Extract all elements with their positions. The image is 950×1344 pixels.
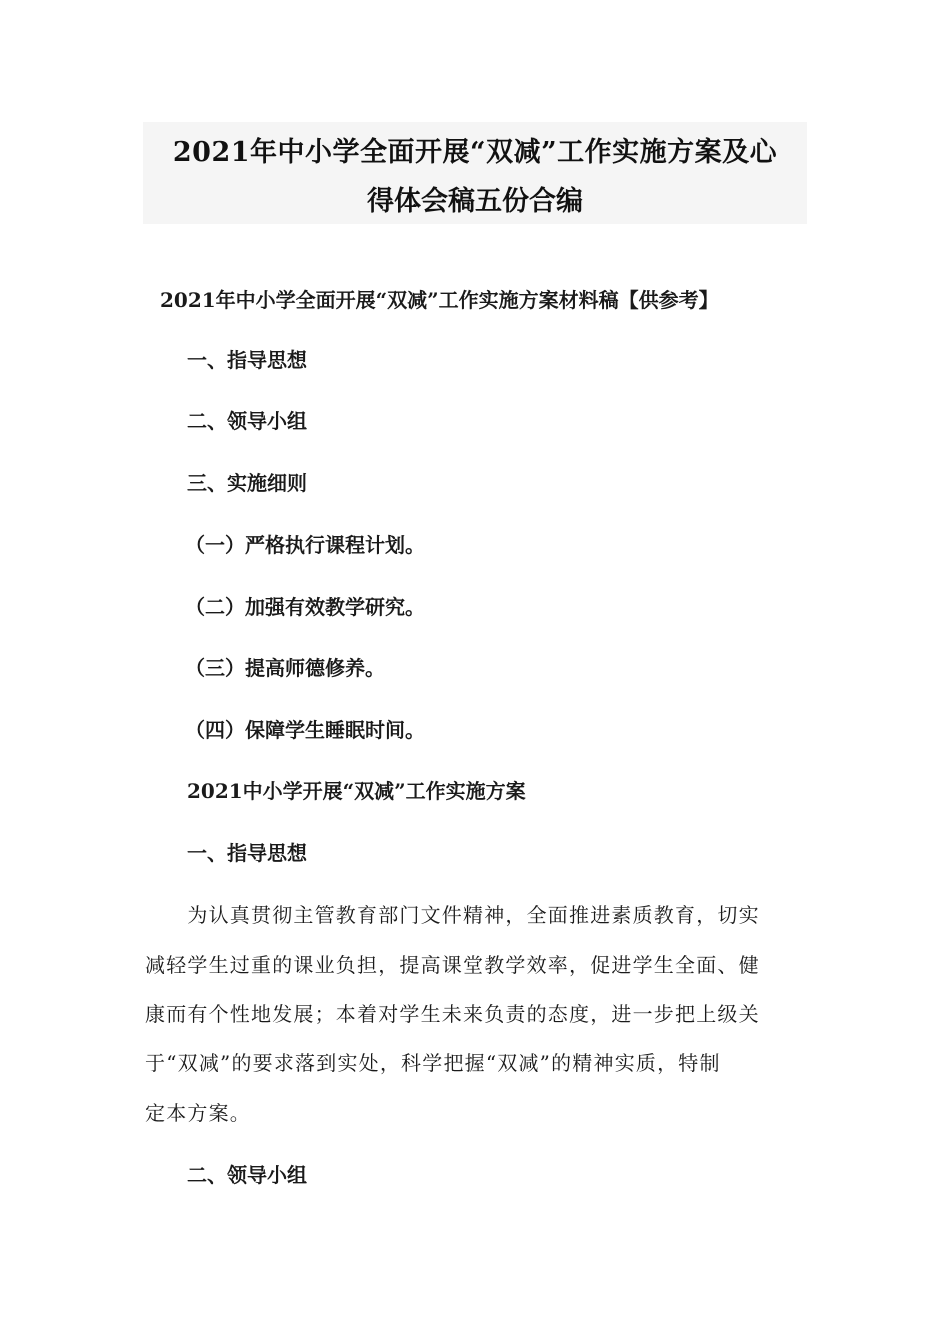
toc-item-leadership-group: 二、领导小组 — [187, 409, 307, 433]
body-paragraph-line-4: 于“双减”的要求落到实处，科学把握“双减”的精神实质，特制 — [145, 1051, 721, 1075]
toc-item-implementation-rules: 三、实施细则 — [187, 471, 307, 495]
toc-subitem-3: （三）提高师德修养。 — [185, 656, 385, 680]
toc-subitem-1: （一）严格执行课程计划。 — [185, 533, 425, 557]
section-heading-guiding-ideology: 一、指导思想 — [187, 841, 307, 865]
toc-subitem-4: （四）保障学生睡眠时间。 — [185, 718, 425, 742]
toc-subitem-2: （二）加强有效教学研究。 — [185, 595, 425, 619]
body-paragraph-line-5: 定本方案。 — [145, 1101, 251, 1125]
body-paragraph-line-2: 减轻学生过重的课业负担，提高课堂教学效率，促进学生全面、健 — [145, 953, 760, 977]
document-title-line-2: 得体会稿五份合编 — [367, 186, 583, 217]
document-title-line-1: 2021年中小学全面开展“双减”工作实施方案及心 — [172, 137, 778, 168]
toc-item-guiding-ideology: 一、指导思想 — [187, 348, 307, 372]
section-title: 2021中小学开展“双减”工作实施方案 — [187, 779, 526, 803]
body-paragraph-line-1: 为认真贯彻主管教育部门文件精神，全面推进素质教育，切实 — [145, 903, 760, 927]
body-paragraph-line-3: 康而有个性地发展；本着对学生未来负责的态度，进一步把上级关 — [145, 1002, 760, 1026]
section-heading-leadership-group: 二、领导小组 — [187, 1163, 307, 1187]
document-subtitle: 2021年中小学全面开展“双减”工作实施方案材料稿【供参考】 — [160, 288, 719, 312]
